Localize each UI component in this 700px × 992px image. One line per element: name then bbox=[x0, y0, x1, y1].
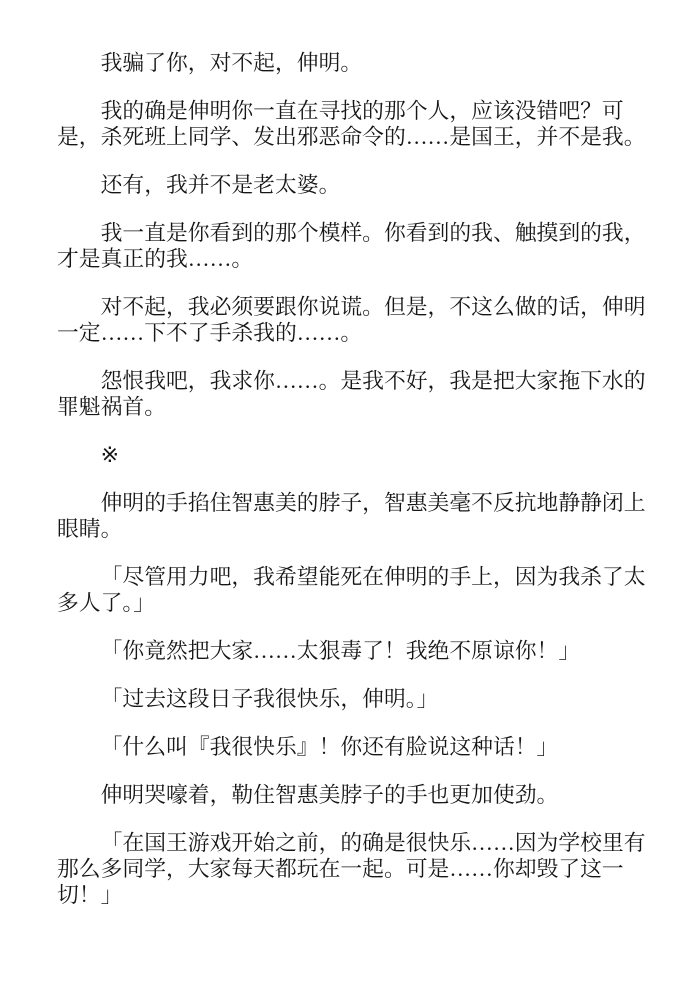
paragraphs bbox=[57, 50, 645, 908]
text-line: 切！」 bbox=[57, 883, 123, 907]
text-line: 是，杀死班上同学、发出邪恶命令的……是国王，并不是我。 bbox=[57, 125, 646, 149]
text-line: 罪魁祸首。 bbox=[57, 395, 166, 419]
paragraph bbox=[57, 638, 645, 664]
paragraph bbox=[57, 830, 645, 908]
text-line: 「什么叫『我很快乐』！你还有脸说这种话！」 bbox=[100, 735, 559, 759]
text-line: 我骗了你，对不起，伸明。 bbox=[100, 51, 363, 75]
text-line: 眼睛。 bbox=[57, 517, 123, 541]
text-line: 伸明哭嚎着，勒住智惠美脖子的手也更加使劲。 bbox=[100, 783, 559, 807]
paragraph bbox=[57, 564, 645, 616]
paragraph bbox=[57, 782, 645, 808]
paragraph bbox=[57, 368, 645, 420]
paragraph bbox=[57, 734, 645, 760]
text-line: 「过去这段日子我很快乐，伸明。」 bbox=[100, 687, 439, 711]
text-line: 才是真正的我……。 bbox=[57, 247, 254, 271]
paragraph bbox=[57, 294, 645, 346]
paragraph bbox=[57, 172, 645, 198]
text-line: 我的确是伸明你一直在寻找的那个人，应该没错吧？可 bbox=[100, 99, 624, 123]
text-line: 「尽管用力吧，我希望能死在伸明的手上，因为我杀了太 bbox=[100, 565, 646, 589]
text-line: 那么多同学，大家每天都玩在一起。可是……你却毁了这一 bbox=[57, 857, 624, 881]
paragraph bbox=[57, 490, 645, 542]
paragraph bbox=[57, 220, 645, 272]
text-line: 伸明的手掐住智惠美的脖子，智惠美毫不反抗地静静闭上 bbox=[100, 491, 646, 515]
section-break bbox=[57, 442, 645, 468]
text-line: 怨恨我吧，我求你……。是我不好，我是把大家拖下水的 bbox=[100, 369, 646, 393]
paragraph bbox=[57, 50, 645, 76]
text-line: 一定……下不了手杀我的……。 bbox=[57, 321, 363, 345]
paragraph bbox=[57, 98, 645, 150]
text-line: 多人了。」 bbox=[57, 591, 156, 615]
text-line: 「在国王游戏开始之前，的确是很快乐……因为学校里有 bbox=[100, 831, 646, 855]
text-line: 对不起，我必须要跟你说谎。但是，不这么做的话，伸明 bbox=[100, 295, 646, 319]
paragraph bbox=[57, 686, 645, 712]
section-break-symbol: ※ bbox=[100, 443, 119, 467]
text-line: 「你竟然把大家……太狠毒了！我绝不原谅你！」 bbox=[100, 639, 581, 663]
text-line: 还有，我并不是老太婆。 bbox=[100, 173, 341, 197]
text-line: 我一直是你看到的那个模样。你看到的我、触摸到的我， bbox=[100, 221, 646, 245]
